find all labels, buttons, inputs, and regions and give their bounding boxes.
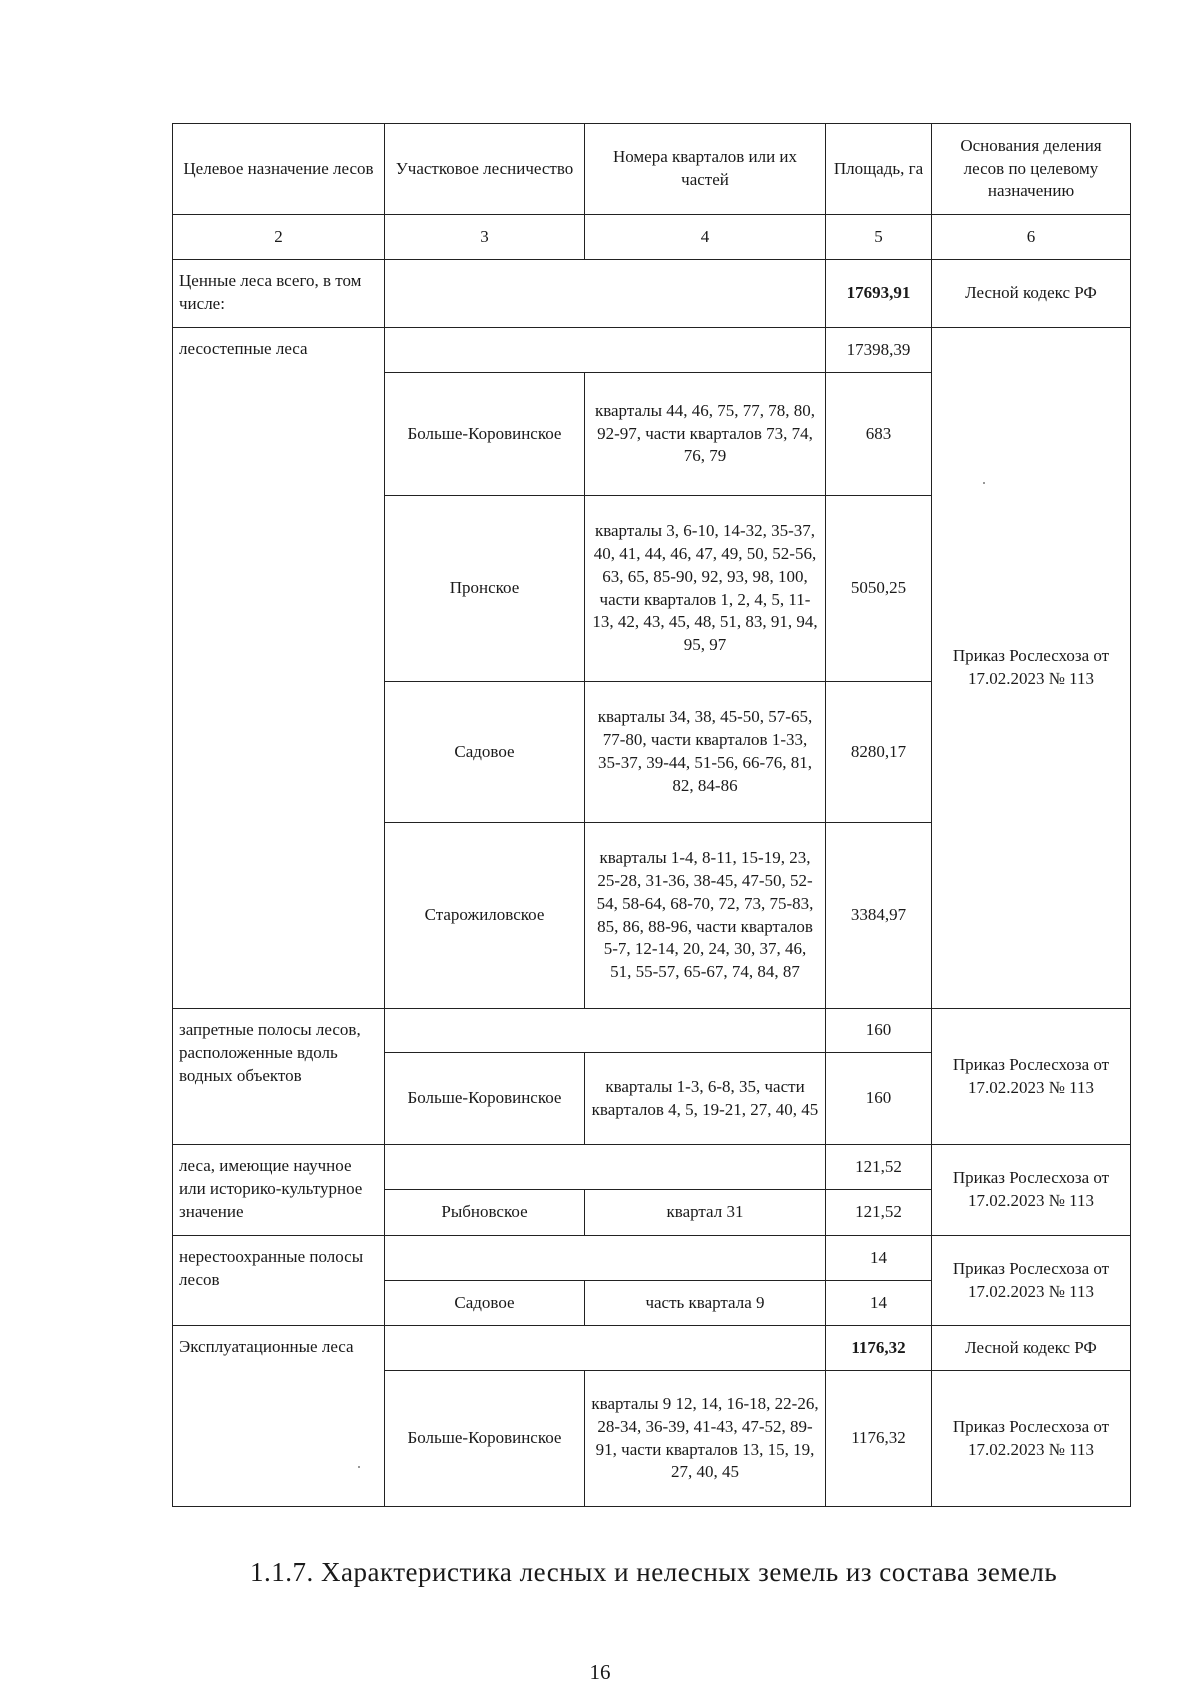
forestry-name: Больше-Коровинское [385,373,585,496]
header-cell-area: Площадь, га [826,124,932,215]
area-value: 14 [826,1236,932,1281]
category-label: Ценные леса всего, в том числе: [173,260,385,328]
quarters-text: часть квартала 9 [585,1281,826,1326]
quarters-text: кварталы 9 12, 14, 16-18, 22-26, 28-34, 36-39, 41-43, 47-52, 89-91, части кварталов 13, 15, 19, 27, 40, 45 [585,1371,826,1507]
empty-cell [385,260,826,328]
category-label: лесостепные леса [173,328,385,1009]
column-number: 4 [585,215,826,260]
column-number: 2 [173,215,385,260]
area-value: 683 [826,373,932,496]
column-number: 3 [385,215,585,260]
page-number: 16 [589,1660,611,1684]
empty-cell [385,1236,826,1281]
basis-text: Приказ Рослесхоза от 17.02.2023 № 113 [932,1009,1131,1145]
forestry-name: Больше-Коровинское [385,1053,585,1145]
area-value: 5050,25 [826,496,932,682]
area-value: 1176,32 [826,1326,932,1371]
forestry-name: Старожиловское [385,823,585,1009]
column-number: 6 [932,215,1131,260]
column-number: 5 [826,215,932,260]
area-value: 121,52 [826,1145,932,1190]
area-value: 8280,17 [826,682,932,823]
table-row [173,260,1131,328]
quarters-text: кварталы 3, 6-10, 14-32, 35-37, 40, 41, 44, 46, 47, 49, 50, 52-56, 63, 65, 85-90, 92, 93, 98, 100, части кварталов 1, 2, 4, 5, 11-13, 42, 43, 45, 48, 51, 83, 91, 94, 95, 97 [585,496,826,682]
column-number-row [173,215,1131,260]
forestry-name: Пронское [385,496,585,682]
basis-text: Лесной кодекс РФ [932,260,1131,328]
forest-purpose-table [172,123,1131,1507]
header-cell-basis: Основания деления лесов по целевому назначению [932,124,1131,215]
area-value: 121,52 [826,1190,932,1236]
empty-cell [385,1009,826,1053]
area-value: 14 [826,1281,932,1326]
area-value: 3384,97 [826,823,932,1009]
area-value: 1176,32 [826,1371,932,1507]
forestry-name: Садовое [385,1281,585,1326]
basis-text: Лесной кодекс РФ [932,1326,1131,1371]
header-cell-forestry: Участковое лесничество [385,124,585,215]
empty-cell [385,1145,826,1190]
category-label: запретные полосы лесов, расположенные вдоль водных объектов [173,1009,385,1145]
area-value: 160 [826,1053,932,1145]
empty-cell [385,1326,826,1371]
area-value: 160 [826,1009,932,1053]
table-row [173,1236,1131,1281]
forestry-name: Рыбновское [385,1190,585,1236]
scan-speck [983,482,985,484]
table-row [173,328,1131,373]
forestry-name: Больше-Коровинское [385,1371,585,1507]
category-label: нерестоохранные полосы лесов [173,1236,385,1326]
forestry-name: Садовое [385,682,585,823]
quarters-text: квартал 31 [585,1190,826,1236]
header-cell-purpose: Целевое назначение лесов [173,124,385,215]
empty-cell [385,328,826,373]
quarters-text: кварталы 44, 46, 75, 77, 78, 80, 92-97, части кварталов 73, 74, 76, 79 [585,373,826,496]
basis-text: Приказ Рослесхоза от 17.02.2023 № 113 [932,1371,1131,1507]
table-row [173,1145,1131,1190]
basis-text: Приказ Рослесхоза от 17.02.2023 № 113 [932,1145,1131,1236]
basis-text: Приказ Рослесхоза от 17.02.2023 № 113 [932,1236,1131,1326]
quarters-text: кварталы 34, 38, 45-50, 57-65, 77-80, части кварталов 1-33, 35-37, 39-44, 51-56, 66-76, 81, 82, 84-86 [585,682,826,823]
header-cell-quarters: Номера кварталов или их частей [585,124,826,215]
scan-speck [358,1466,360,1468]
header-row [173,124,1131,215]
section-heading: 1.1.7. Характеристика лесных и нелесных земель из состава земель [250,1557,1058,1587]
area-value: 17398,39 [826,328,932,373]
table-row [173,1009,1131,1053]
category-label: Эксплуатационные леса [173,1326,385,1507]
area-value: 17693,91 [826,260,932,328]
category-label: леса, имеющие научное или историко-культурное значение [173,1145,385,1236]
basis-text: Приказ Рослесхоза от 17.02.2023 № 113 [932,328,1131,1009]
quarters-text: кварталы 1-3, 6-8, 35, части кварталов 4, 5, 19-21, 27, 40, 45 [585,1053,826,1145]
quarters-text: кварталы 1-4, 8-11, 15-19, 23, 25-28, 31-36, 38-45, 47-50, 52-54, 58-64, 68-70, 72, 73, 75-83, 85, 86, 88-96, части кварталов 5-7, 12-14, 20, 24, 30, 37, 46, 51, 55-57, 65-67, 74, 84, 87 [585,823,826,1009]
table-row [173,1326,1131,1371]
